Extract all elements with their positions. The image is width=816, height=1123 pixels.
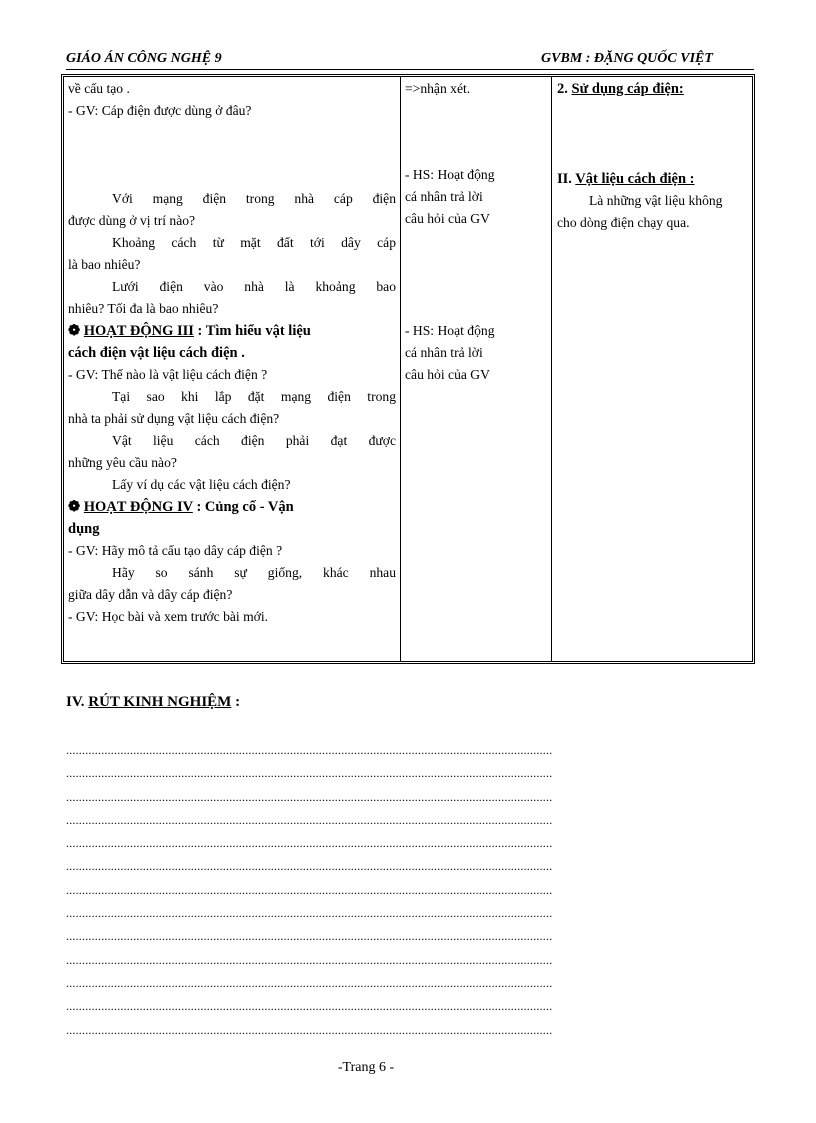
text-line: Hãy so sánh sự giống, khác nhau bbox=[112, 565, 396, 580]
dotted-line: ........................................................................................................................................................ bbox=[66, 860, 553, 874]
page-number: -Trang 6 - bbox=[337, 1060, 395, 1075]
text-line: Với mạng điện trong nhà cáp điện bbox=[112, 191, 396, 206]
lesson-table bbox=[61, 74, 755, 664]
dotted-line: ........................................................................................................................................................ bbox=[66, 1023, 553, 1037]
text-line: Vật liệu cách điện phải đạt được bbox=[112, 433, 396, 448]
dotted-line: ........................................................................................................................................................ bbox=[66, 883, 553, 897]
text-line: Tại sao khi lắp đặt mạng điện trong bbox=[112, 389, 396, 404]
section-2-number: 2. bbox=[557, 81, 572, 97]
text-line: =>nhận xét. bbox=[405, 81, 471, 96]
activity-4-rest: : Củng cố - Vận bbox=[192, 499, 294, 515]
dotted-line: ........................................................................................................................................................ bbox=[66, 1000, 553, 1014]
notes-lines bbox=[66, 744, 716, 1047]
text-line: - HS: Hoạt động bbox=[405, 167, 495, 182]
text-line: được dùng ở vị trí nào? bbox=[68, 213, 196, 228]
section-ii-heading bbox=[557, 168, 748, 190]
text-line: - GV: Cáp điện được dùng ở đâu? bbox=[68, 103, 252, 118]
activity-3-rest: : Tìm hiểu vật liệu bbox=[193, 323, 311, 339]
text-line: câu hỏi của GV bbox=[405, 367, 490, 382]
section-2-heading bbox=[557, 78, 748, 100]
section-2-title: Sử dụng cáp điện: bbox=[571, 81, 684, 97]
experience-colon: : bbox=[231, 694, 241, 710]
text-line: về cấu tạo . bbox=[68, 81, 130, 96]
text-line: Lưới điện vào nhà là khoảng bao bbox=[112, 279, 396, 294]
section-ii-title: Vật liệu cách điện : bbox=[575, 171, 695, 187]
dotted-line: ........................................................................................................................................................ bbox=[66, 837, 553, 851]
text-line: cá nhân trả lời bbox=[405, 345, 483, 360]
text-line: - GV: Hãy mô tả cấu tạo dây cáp điện ? bbox=[68, 543, 283, 558]
dotted-line: ........................................................................................................................................................ bbox=[66, 744, 553, 757]
text-line: nhà ta phải sử dụng vật liệu cách điện? bbox=[68, 411, 280, 426]
text-line: - HS: Hoạt động bbox=[405, 323, 495, 338]
text-line: - GV: Thế nào là vật liệu cách điện ? bbox=[68, 367, 268, 382]
activity-4-heading bbox=[68, 496, 396, 518]
text-line: Lấy ví dụ các vật liệu cách điện? bbox=[112, 477, 291, 492]
flower-bullet-icon: ❁ bbox=[68, 499, 81, 515]
content-column bbox=[552, 77, 752, 661]
experience-number: IV. bbox=[66, 694, 89, 710]
text-line: nhiêu? Tối đa là bao nhiêu? bbox=[68, 301, 219, 316]
text-line: Khoảng cách từ mặt đất tới dây cáp bbox=[112, 235, 396, 250]
header-teacher: GVBM : ĐẶNG QUỐC VIỆT bbox=[541, 51, 713, 66]
dotted-line: ........................................................................................................................................................ bbox=[66, 790, 553, 804]
text-line: cá nhân trả lời bbox=[405, 189, 483, 204]
dotted-line: ........................................................................................................................................................ bbox=[66, 976, 553, 990]
activity-3-heading bbox=[68, 320, 396, 342]
activity-3-title: HOẠT ĐỘNG III bbox=[83, 323, 194, 339]
dotted-line: ........................................................................................................................................................ bbox=[66, 907, 553, 921]
text-line: những yêu cầu nào? bbox=[68, 455, 177, 470]
text-line: câu hỏi của GV bbox=[405, 211, 490, 226]
dotted-line: ........................................................................................................................................................ bbox=[66, 767, 553, 781]
experience-title: RÚT KINH NGHIỆM bbox=[88, 694, 232, 710]
text-line: Là những vật liệu không bbox=[589, 193, 723, 208]
section-ii-number: II. bbox=[557, 171, 576, 187]
text-line: - GV: Học bài và xem trước bài mới. bbox=[68, 609, 269, 624]
text-line: là bao nhiêu? bbox=[68, 257, 141, 272]
dotted-line: ........................................................................................................................................................ bbox=[66, 930, 553, 944]
dotted-line: ........................................................................................................................................................ bbox=[66, 953, 553, 967]
dotted-line: ........................................................................................................................................................ bbox=[66, 813, 553, 827]
header-subject: GIÁO ÁN CÔNG NGHỆ 9 bbox=[66, 51, 222, 66]
experience-heading bbox=[66, 694, 240, 711]
activity-column bbox=[64, 77, 400, 661]
text-line: cho dòng điện chạy qua. bbox=[557, 215, 690, 230]
flower-bullet-icon: ❁ bbox=[68, 323, 81, 339]
activity-3-heading-line2: cách điện vật liệu cách điện . bbox=[68, 345, 245, 361]
activity-4-title: HOẠT ĐỘNG IV bbox=[83, 499, 193, 515]
student-column bbox=[401, 77, 551, 661]
text-line: giữa dây dẫn và dây cáp điện? bbox=[68, 587, 233, 602]
page-header bbox=[66, 49, 754, 70]
activity-4-heading-line2: dụng bbox=[68, 521, 100, 537]
